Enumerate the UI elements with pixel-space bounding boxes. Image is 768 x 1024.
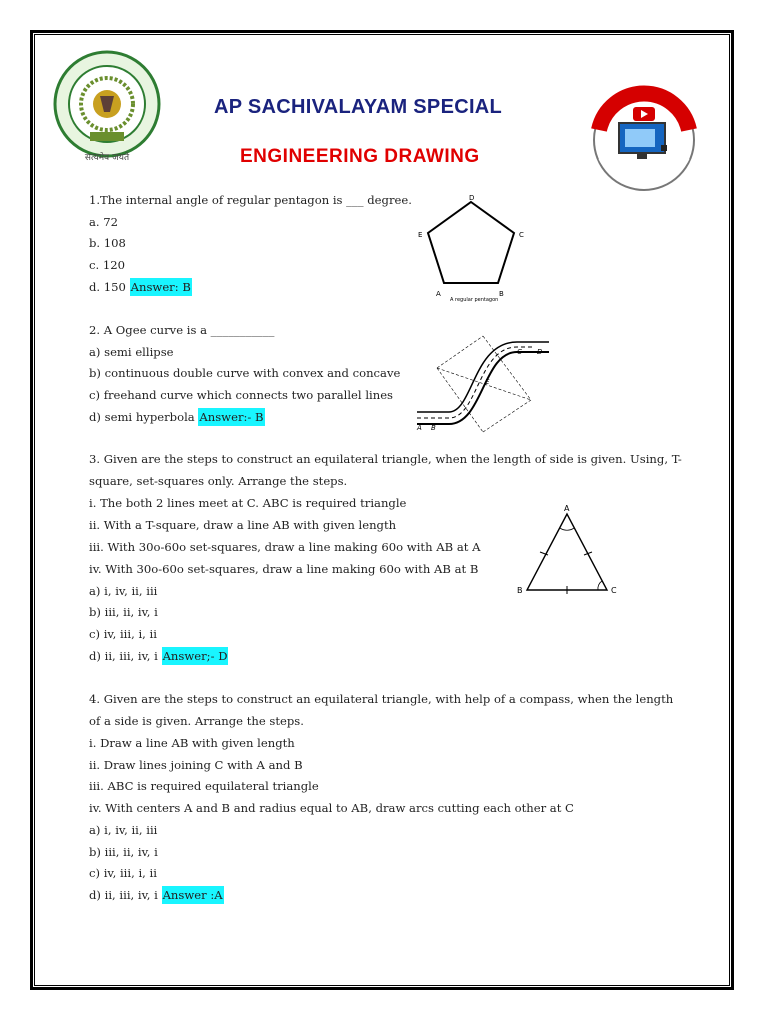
question-4: 4. Given are the steps to construct an equilateral triangle, with help of a compass, when the length of a side is given. Arrange the steps. [89, 692, 674, 728]
q2-option-a: a) semi ellipse [89, 345, 174, 359]
q1-option-d [89, 280, 192, 294]
triangle-label-c: C [611, 586, 617, 595]
q3-step-i: i. The both 2 lines meet at C. ABC is required triangle [89, 496, 407, 510]
q4-option-d [89, 888, 224, 902]
pentagon-label-d: D [469, 194, 475, 202]
ogee-curve-figure [413, 332, 553, 436]
q4-step-ii: ii. Draw lines joining C with A and B [89, 758, 303, 772]
ogee-label-e: E [485, 378, 490, 386]
triangle-label-a: A [564, 504, 570, 513]
pentagon-label-c: C [519, 231, 524, 239]
q1-option-a: a. 72 [89, 215, 119, 229]
q1-option-c: c. 120 [89, 258, 125, 272]
q2-answer: Answer:- B [199, 410, 264, 424]
seal-motto: सत्यमेव जयते [84, 153, 130, 163]
q3-option-a: a) i, iv, ii, iii [89, 584, 158, 598]
q4-option-b: b) iii, ii, iv, i [89, 845, 158, 859]
government-seal-logo [48, 48, 166, 166]
q2-option-c: c) freehand curve which connects two parallel lines [89, 388, 394, 402]
q4-option-d-text: d) ii, iii, iv, i [89, 888, 162, 902]
q3-answer: Answer;- D [162, 649, 228, 663]
q4-step-i: i. Draw a line AB with given length [89, 736, 295, 750]
q1-option-d-text: d. 150 [89, 280, 130, 294]
q2-option-b: b) continuous double curve with convex and concave [89, 366, 401, 380]
question-2: 2. A Ogee curve is a ___________ [89, 323, 275, 337]
pentagon-label-a: A [436, 290, 441, 298]
q4-option-a: a) i, iv, ii, iii [89, 823, 158, 837]
q2-option-d [89, 410, 265, 424]
pentagon-label-b: B [499, 290, 504, 298]
triangle-label-b: B [517, 586, 523, 595]
q3-option-b: b) iii, ii, iv, i [89, 605, 158, 619]
q3-step-ii: ii. With a T-square, draw a line AB with given length [89, 518, 397, 532]
ogee-label-b: B [431, 424, 436, 432]
q4-step-iv: iv. With centers A and B and radius equal to AB, draw arcs cutting each other at C [89, 801, 574, 815]
q4-step-iii: iii. ABC is required equilateral triangle [89, 779, 319, 793]
q3-step-iv: iv. With 30o-60o set-squares, draw a line making 60o with AB at B [89, 562, 479, 576]
q3-option-c: c) iv, iii, i, ii [89, 627, 157, 641]
q3-option-d [89, 649, 228, 663]
pentagon-caption: A regular pentagon [450, 297, 499, 303]
page-title: AP SACHIVALAYAM SPECIAL [214, 96, 503, 118]
q4-answer: Answer :A [162, 888, 223, 902]
q4-option-c: c) iv, iii, i, ii [89, 866, 157, 880]
q1-option-b: b. 108 [89, 236, 126, 250]
equilateral-triangle-figure [510, 500, 630, 600]
question-1: 1.The internal angle of regular pentagon is ___ degree. [89, 193, 412, 207]
q2-option-d-text: d) semi hyperbola [89, 410, 199, 424]
q3-step-iii: iii. With 30o-60o set-squares, draw a line making 60o with AB at A [89, 540, 481, 554]
ogee-label-d: D [537, 348, 543, 356]
pentagon-figure [410, 190, 530, 310]
q1-answer: Answer: B [130, 280, 191, 294]
q3-option-d-text: d) ii, iii, iv, i [89, 649, 162, 663]
question-3: 3. Given are the steps to construct an equilateral triangle, when the length of side is given. Using, T-square, set-squares only. Arrange the steps. [89, 452, 682, 488]
ogee-label-c: C [517, 348, 522, 356]
ogee-label-a: A [417, 424, 422, 432]
page-subtitle: ENGINEERING DRAWING [240, 146, 480, 167]
youtube-channel-logo [585, 85, 703, 195]
pentagon-label-e: E [418, 231, 423, 239]
